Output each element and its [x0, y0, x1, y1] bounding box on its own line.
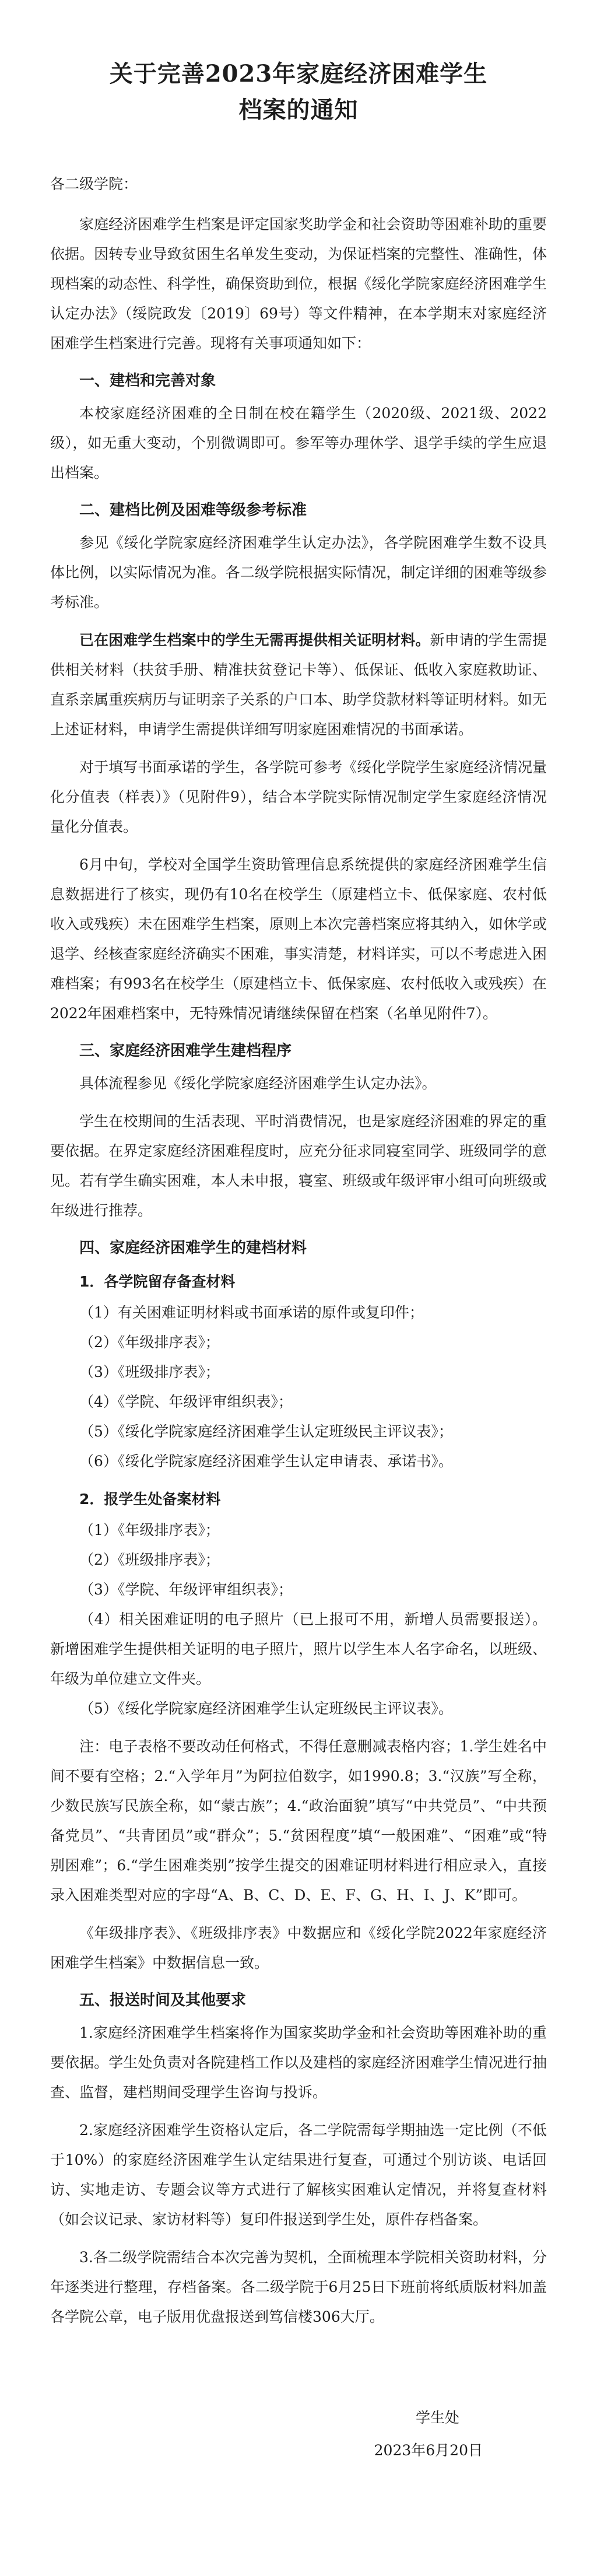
- document-title: [50, 56, 547, 128]
- signature-org: 学生处: [415, 2409, 459, 2426]
- list-item: （1）《年级排序表》；: [79, 1522, 220, 1538]
- list-item: （1）有关困难证明材料或书面承诺的原件或复印件；: [79, 1304, 424, 1321]
- section-2-paragraph-1: 参见《绥化学院家庭经济困难学生认定办法》，各学院困难学生数不设具体比例，以实际情况为准。各二级学院根据实际情况，制定详细的困难等级参考标准。: [50, 534, 547, 611]
- list-item: （3）《班级排序表》；: [79, 1364, 220, 1380]
- section-3-paragraph-2: 学生在校期间的生活表现、平时消费情况，也是家庭经济困难的界定的重要依据。在界定家庭经济困难程度时，应充分征求同寝室同学、班级同学的意见。若有学生确实困难，本人未申报，寝室、班级或年级评审小组可向班级或年级进行推荐。: [50, 1113, 547, 1219]
- section-2-heading: 二、建档比例及困难等级参考标准: [79, 502, 307, 519]
- subsection-1-heading: 1．各学院留存备查材料: [79, 1273, 236, 1290]
- subsection-2-heading: 2．报学生处备案材料: [79, 1491, 221, 1508]
- intro-paragraph: 家庭经济困难学生档案是评定国家奖助学金和社会资助等困难补助的重要依据。因转专业导致贫困生名单发生变动，为保证档案的完整性、准确性，体现档案的动态性、科学性，确保资助到位，根据《绥化学院家庭经济困难学生认定办法》（绥院政发〔2019〕69号）等文件精神，在本学期末对家庭经济困难学生档案进行完善。现将有关事项通知如下：: [50, 216, 547, 352]
- section-1-heading: 一、建档和完善对象: [79, 372, 216, 390]
- section-3-paragraph-1: 具体流程参见《绥化学院家庭经济困难学生认定办法》。: [79, 1075, 437, 1092]
- section-4-last-paragraph: 《年级排序表》、《班级排序表》中数据应和《绥化学院2022年家庭经济困难学生档案》中数据信息一致。: [50, 1925, 547, 1971]
- section-5-paragraph-3: 3.各二级学院需结合本次完善为契机，全面梳理本学院相关资助材料，分年逐类进行整理，存档备案。各二级学院于6月25日下班前将纸质版材料加盖各学院公章，电子版用优盘报送到笃信楼306大厅。: [50, 2249, 547, 2325]
- list-item: （5）《绥化学院家庭经济困难学生认定班级民主评议表》；: [79, 1423, 453, 1440]
- list-item: （4）《学院、年级评审组织表》；: [79, 1393, 293, 1410]
- list-item: （2）《年级排序表》；: [79, 1334, 220, 1351]
- section-2-paragraph-2: [50, 625, 547, 744]
- list-item: （2）《班级排序表》；: [79, 1551, 220, 1568]
- section-2-paragraph-3: 对于填写书面承诺的学生，各学院可参考《绥化学院学生家庭经济情况量化分值表（样表）》（见附件9），结合本学院实际情况制定学生家庭经济情况量化分值表。: [50, 759, 547, 835]
- list-item: （5）《绥化学院家庭经济困难学生认定班级民主评议表》。: [79, 1700, 453, 1717]
- signature-block: [50, 2402, 547, 2467]
- section-2-paragraph-2-rest: 新申请的学生需提供相关材料（扶贫手册、精准扶贫登记卡等）、低保证、低收入家庭救助证、直系亲属重疾病历与证明亲子关系的户口本、助学贷款材料等证明材料。如无上述证材料，申请学生需提供详细写明家庭困难情况的书面承诺。: [50, 632, 547, 738]
- signature-date: 2023年6月20日: [374, 2442, 483, 2459]
- section-5-paragraph-2: 2.家庭经济困难学生资格认定后，各二学院需每学期抽选一定比例（不低于10%）的家庭经济困难学生认定结果进行复查，可通过个别访谈、电话回访、实地走访、专题会议等方式进行了解核实困难认定情况，并将复查材料（如会议记录、家访材料等）复印件报送到学生处，原件存档备案。: [50, 2122, 547, 2228]
- title-line-1: 关于完善2023年家庭经济困难学生: [109, 60, 488, 87]
- section-5-paragraph-1: 1.家庭经济困难学生档案将作为国家奖助学金和社会资助等困难补助的重要依据。学生处负责对各院建档工作以及建档的家庭经济困难学生情况进行抽查、监督，建档期间受理学生咨询与投诉。: [50, 2024, 547, 2101]
- list-item: （6）《绥化学院家庭经济困难学生认定申请表、承诺书》。: [79, 1453, 453, 1470]
- list-item: （3）《学院、年级评审组织表》；: [79, 1581, 293, 1598]
- section-2-bold-note: 已在困难学生档案中的学生无需再提供相关证明材料。: [79, 632, 430, 649]
- section-1-paragraph: 本校家庭经济困难的全日制在校在籍学生（2020级、2021级、2022级），如无重大变动，个别微调即可。参军等办理休学、退学手续的学生应退出档案。: [50, 405, 547, 481]
- section-4-heading: 四、家庭经济困难学生的建档材料: [79, 1239, 307, 1257]
- list-item: （4）相关困难证明的电子照片（已上报可不用，新增人员需要报送）。新增困难学生提供相关证明的电子照片，照片以学生本人名字命名，以班级、年级为单位建立文件夹。: [50, 1611, 547, 1687]
- format-note: 注：电子表格不要改动任何格式，不得任意删减表格内容；1.学生姓名中间不要有空格；2.“入学年月”为阿拉伯数字，如1990.8；3.“汉族”写全称，少数民族写民族全称，如“蒙古族”；4.“政治面貌”填写“中共党员”、“中共预备党员”、“共青团员”或“群众”；5.“贫困程度”填“一般困难”、“困难”或“特别困难”；6.“学生困难类别”按学生提交的困难证明材料进行相应录入，直接录入困难类型对应的字母“A、B、C、D、E、F、G、H、I、J、K”即可。: [50, 1738, 547, 1904]
- salutation: 各二级学院：: [50, 176, 138, 192]
- section-5-heading: 五、报送时间及其他要求: [79, 1992, 247, 2009]
- title-line-2: 档案的通知: [238, 96, 359, 124]
- section-2-paragraph-4: 6月中旬，学校对全国学生资助管理信息系统提供的家庭经济困难学生信息数据进行了核实，现仍有10名在校学生（原建档立卡、低保家庭、农村低收入或残疾）未在困难学生档案，原则上本次完善档案应将其纳入，如休学或退学、经核查家庭经济确实不困难，事实清楚，材料详实，可以不考虑进入困难档案；有993名在校学生（原建档立卡、低保家庭、农村低收入或残疾）在2022年困难档案中，无特殊情况请继续保留在档案（名单见附件7）。: [50, 856, 547, 1022]
- section-3-heading: 三、家庭经济困难学生建档程序: [79, 1042, 292, 1060]
